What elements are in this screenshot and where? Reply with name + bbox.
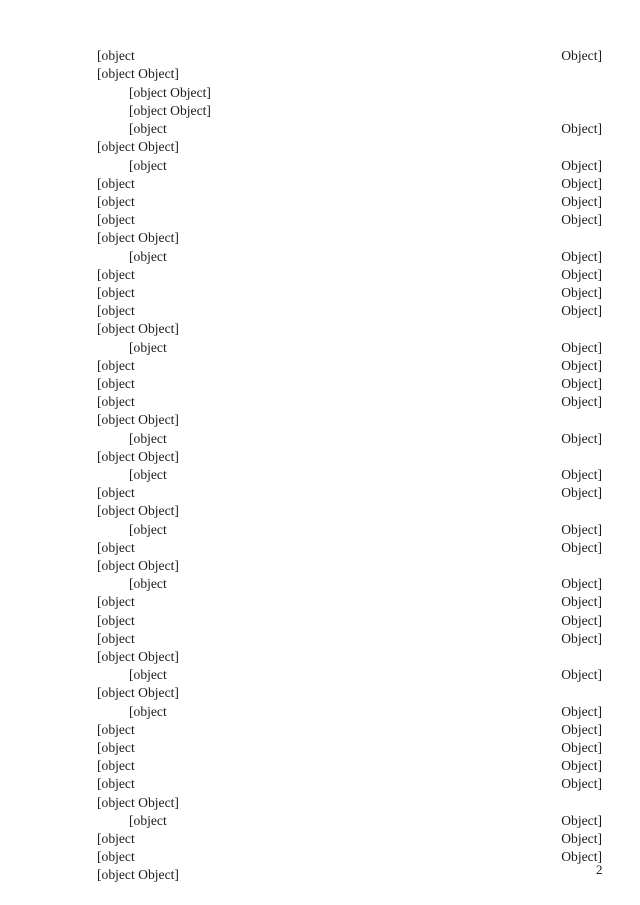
text-line: [object Object]	[97, 321, 179, 336]
text-line: [object Object]	[129, 431, 602, 446]
text-line: [object Object]	[97, 722, 602, 737]
text-line: [object Object]	[97, 795, 179, 810]
page-number: 2	[596, 862, 603, 877]
text-line: [object Object]	[129, 467, 602, 482]
text-line: [object Object]	[97, 558, 179, 573]
text-line: [object Object]	[129, 103, 211, 118]
text-line: [object Object]	[97, 267, 602, 282]
text-line: [object Object]	[97, 449, 179, 464]
text-line: [object Object]	[129, 522, 602, 537]
text-line: [object Object]	[97, 212, 602, 227]
text-line: [object Object]	[97, 776, 602, 791]
text-line: [object Object]	[97, 194, 602, 209]
text-line: [object Object]	[97, 503, 179, 518]
text-line: [object Object]	[129, 813, 602, 828]
text-line: [object Object]	[97, 831, 602, 846]
text-line: [object Object]	[97, 540, 602, 555]
text-line: [object Object]	[129, 121, 602, 136]
text-line: [object Object]	[97, 376, 602, 391]
text-line: [object Object]	[97, 594, 602, 609]
text-line: [object Object]	[97, 631, 602, 646]
text-line: [object Object]	[129, 667, 602, 682]
text-line: [object Object]	[97, 849, 602, 864]
text-line: [object Object]	[97, 412, 179, 427]
text-line: [object Object]	[129, 704, 602, 719]
text-line: [object Object]	[97, 285, 602, 300]
text-line: [object Object]	[129, 340, 602, 355]
text-line: [object Object]	[97, 394, 602, 409]
text-line: [object Object]	[97, 485, 602, 500]
text-line: [object Object]	[97, 358, 602, 373]
text-line: [object Object]	[97, 649, 179, 664]
text-line: [object Object]	[97, 66, 179, 81]
text-line: [object Object]	[97, 685, 179, 700]
text-line: [object Object]	[97, 176, 602, 191]
text-line: [object Object]	[129, 249, 602, 264]
text-line: [object Object]	[129, 85, 211, 100]
text-line: [object Object]	[129, 576, 602, 591]
text-line: [object Object]	[97, 867, 179, 882]
text-line: [object Object]	[129, 158, 602, 173]
text-line: [object Object]	[97, 48, 602, 63]
text-line: [object Object]	[97, 758, 602, 773]
text-line: [object Object]	[97, 139, 179, 154]
text-line: [object Object]	[97, 303, 602, 318]
text-line: [object Object]	[97, 740, 602, 755]
text-line: [object Object]	[97, 613, 602, 628]
text-line: [object Object]	[97, 230, 179, 245]
